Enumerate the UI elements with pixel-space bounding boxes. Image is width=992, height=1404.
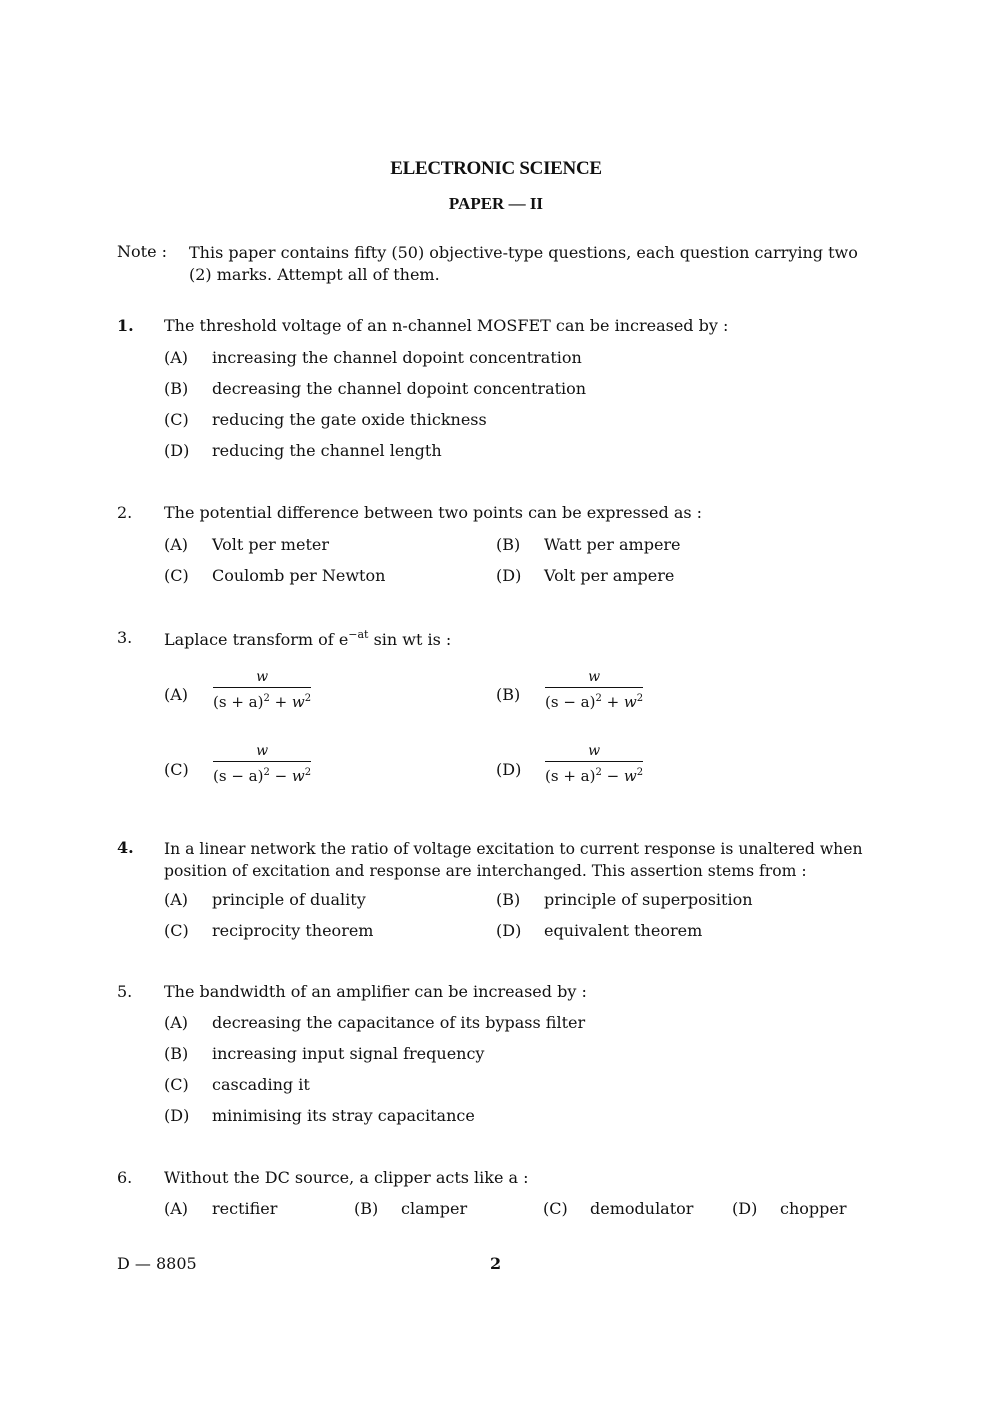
page-number: 2 [490,1254,502,1273]
option-letter: (C) [164,921,189,940]
option-letter: (B) [496,685,521,704]
fraction-numerator: w [588,669,601,685]
option-text: equivalent theorem [544,921,703,940]
option-text: reducing the gate oxide thickness [212,410,487,429]
option-letter: (D) [732,1199,758,1218]
option-text: Volt per ampere [544,566,675,585]
fraction-denominator: $(s + a)^2 + w^2$ [213,687,311,711]
option-letter: (D) [164,441,190,460]
paper-code: D — 8805 [117,1254,197,1273]
option-letter: (D) [496,566,522,585]
option-text: decreasing the capacitance of its bypass filter [212,1013,586,1032]
question-text-prefix: Laplace transform of e [164,630,349,649]
option-letter: (C) [543,1199,568,1218]
option-letter: (A) [164,348,189,367]
fraction-numerator: w [256,743,269,759]
question-number: 1. [117,316,134,335]
option-letter: (B) [354,1199,379,1218]
question-text [164,628,451,649]
fraction-numerator: w [588,743,601,759]
option-text: increasing the channel dopoint concentration [212,348,582,367]
page-title: ELECTRONIC SCIENCE [390,158,602,179]
option-letter: (A) [164,1199,189,1218]
option-text: principle of superposition [544,890,753,909]
option-letter: (C) [164,1075,189,1094]
option-fraction [213,668,311,711]
option-text: cascading it [212,1075,310,1094]
option-text: decreasing the channel dopoint concentration [212,379,587,398]
option-fraction [545,668,643,711]
option-text: increasing input signal frequency [212,1044,485,1063]
note-label: Note : [117,242,168,261]
paper-subtitle: PAPER — II [448,194,544,213]
question-text-exponent: −at [348,628,369,641]
option-text: Watt per ampere [544,535,681,554]
option-text: chopper [780,1199,847,1218]
option-letter: (D) [164,1106,190,1125]
option-letter: (D) [496,760,522,779]
option-letter: (B) [164,1044,189,1063]
question-text: The bandwidth of an amplifier can be increased by : [164,982,587,1001]
option-text: minimising its stray capacitance [212,1106,475,1125]
question-number: 6. [117,1168,133,1187]
option-letter: (A) [164,890,189,909]
option-text: Coulomb per Newton [212,566,386,585]
option-letter: (B) [164,379,189,398]
fraction-numerator: w [256,669,269,685]
option-letter: (C) [164,760,189,779]
question-text: The potential difference between two points can be expressed as : [164,503,703,522]
option-text: clamper [401,1199,468,1218]
note-text: This paper contains fifty (50) objective-type questions, each question carrying two (2) marks. Attempt all of them. [189,243,858,284]
fraction-denominator: $(s - a)^2 + w^2$ [545,687,643,711]
question-number: 5. [117,982,133,1001]
question-number: 3. [117,628,133,647]
option-text: rectifier [212,1199,278,1218]
question-number: 4. [117,838,134,857]
option-letter: (B) [496,890,521,909]
option-text: demodulator [590,1199,694,1218]
option-fraction [213,742,311,785]
option-letter: (A) [164,685,189,704]
option-letter: (B) [496,535,521,554]
question-text: Without the DC source, a clipper acts like a : [164,1168,529,1187]
question-text: The threshold voltage of an n-channel MOSFET can be increased by : [164,316,729,335]
option-letter: (A) [164,1013,189,1032]
option-letter: (A) [164,535,189,554]
option-letter: (D) [496,921,522,940]
question-number: 2. [117,503,133,522]
option-text: reducing the channel length [212,441,442,460]
option-fraction [545,742,643,785]
question-text: In a linear network the ratio of voltage excitation to current response is unaltered when position of excitation and response are interchanged. This assertion stems from : [164,840,863,880]
option-letter: (C) [164,410,189,429]
option-text: principle of duality [212,890,366,909]
fraction-denominator: $(s + a)^2 - w^2$ [545,761,643,785]
option-text: Volt per meter [212,535,329,554]
option-letter: (C) [164,566,189,585]
fraction-denominator: $(s - a)^2 - w^2$ [213,761,311,785]
question-text-suffix: sin wt is : [368,630,452,649]
option-text: reciprocity theorem [212,921,374,940]
